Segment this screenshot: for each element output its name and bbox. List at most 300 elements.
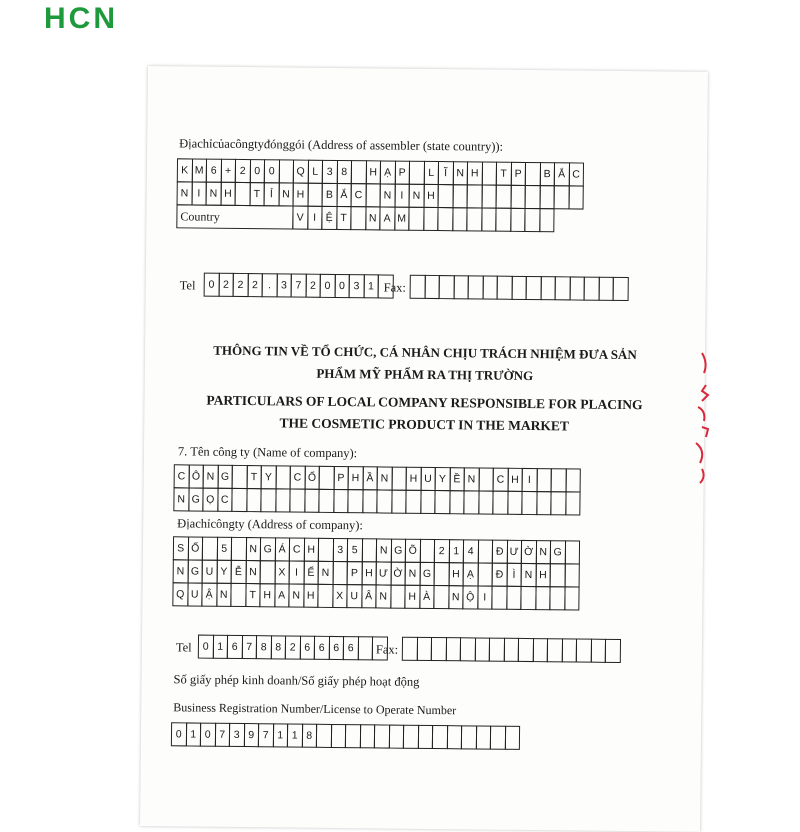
form-char-box: Á [274, 537, 290, 561]
form-char-box: 0 [198, 635, 214, 659]
form-char-box: 0 [200, 723, 216, 747]
form-char-box: 2 [434, 539, 450, 563]
form-char-box [432, 725, 448, 749]
form-char-box: 6 [206, 159, 222, 183]
form-char-box: 3 [322, 160, 338, 184]
form-char-box [350, 206, 366, 230]
assembler-fax-cells [410, 275, 629, 301]
form-char-box: B [539, 162, 555, 186]
country-label: Country [176, 204, 293, 229]
form-char-box [547, 638, 563, 662]
form-char-box [230, 583, 246, 607]
company-address-row-3 [172, 582, 579, 610]
form-char-box [319, 466, 335, 490]
form-char-box [391, 490, 407, 514]
form-char-box: Ư [376, 561, 392, 585]
form-char-box: Ề [449, 467, 465, 491]
form-char-box: H [361, 561, 377, 585]
form-char-box [452, 184, 468, 208]
form-char-box [453, 275, 469, 299]
form-char-box: N [245, 560, 261, 584]
form-char-box: 6 [314, 636, 330, 660]
form-char-box [518, 638, 534, 662]
form-char-box [419, 539, 435, 563]
form-char-box: 5 [216, 537, 232, 561]
form-char-box: I [289, 561, 305, 585]
form-char-box: 1 [212, 635, 228, 659]
assembler-tel-label: Tel [179, 278, 196, 293]
form-char-box: Õ [405, 539, 421, 563]
form-char-box [565, 491, 581, 515]
form-char-box [540, 276, 556, 300]
form-char-box [590, 639, 606, 663]
form-char-box: Ô [188, 464, 204, 488]
form-char-box: A [274, 583, 290, 607]
form-char-box [433, 585, 449, 609]
form-char-box [605, 639, 621, 663]
form-char-box [492, 491, 508, 515]
form-char-box: C [493, 468, 509, 492]
form-char-box: . [262, 273, 278, 297]
company-tel-cells [198, 635, 388, 661]
form-char-box: Ể [303, 561, 319, 585]
form-char-box: Ệ [321, 206, 337, 230]
form-char-box [304, 489, 320, 513]
license-label-en: Business Registration Number/License to Operate Number [173, 700, 457, 718]
form-char-box [333, 489, 349, 513]
form-char-box: T [245, 583, 261, 607]
form-char-box: M [191, 158, 207, 182]
form-char-box [506, 586, 522, 610]
form-char-box [535, 586, 551, 610]
form-char-box: P [510, 162, 526, 186]
form-char-box [317, 584, 333, 608]
red-stamp-mark [672, 345, 712, 495]
form-char-box [564, 586, 580, 610]
form-char-box: Ậ [201, 583, 217, 607]
form-char-box: C [289, 538, 305, 562]
form-char-box [550, 563, 566, 587]
form-char-box: G [260, 537, 276, 561]
form-char-box: N [521, 563, 537, 587]
form-char-box: C [568, 162, 584, 186]
form-char-box [491, 586, 507, 610]
form-char-box: P [347, 561, 363, 585]
form-char-box [524, 208, 540, 232]
form-char-box [475, 725, 491, 749]
form-char-box [359, 724, 375, 748]
form-char-box: Ắ [336, 183, 352, 207]
form-char-box: 0 [334, 274, 350, 298]
form-char-box [477, 562, 493, 586]
form-char-box: 0 [204, 273, 220, 297]
license-label-vi: Số giấy phép kinh doanh/Số giấy phép hoạt động [173, 672, 420, 689]
form-char-box [495, 208, 511, 232]
section-title-vi-2: PHẨM MỸ PHẨM RA THỊ TRƯỜNG [316, 365, 534, 384]
form-char-box [569, 276, 585, 300]
form-char-box [347, 489, 363, 513]
form-char-box [468, 275, 484, 299]
form-char-box [376, 489, 392, 513]
company-tel-label: Tel [175, 640, 192, 655]
form-char-box: N [535, 540, 551, 564]
form-char-box: N [206, 182, 222, 206]
form-char-box: 1 [287, 723, 303, 747]
form-char-box [202, 537, 218, 561]
form-char-box [390, 585, 406, 609]
form-char-box: P [333, 466, 349, 490]
form-char-box: N [375, 584, 391, 608]
form-char-box: N [464, 467, 480, 491]
form-char-box [235, 182, 251, 206]
form-char-box: I [522, 468, 538, 492]
form-char-box [521, 491, 537, 515]
form-char-box: Ổ [304, 466, 320, 490]
form-char-box: 4 [463, 539, 479, 563]
form-char-box: 2 [247, 273, 263, 297]
form-char-box: A [379, 206, 395, 230]
form-char-box: 7 [241, 635, 257, 659]
form-char-box: Q [293, 160, 309, 184]
form-char-box: Ạ [463, 562, 479, 586]
form-char-box [551, 468, 567, 492]
form-char-box: N [173, 559, 189, 583]
form-char-box [526, 276, 542, 300]
form-char-box: Ầ [362, 466, 378, 490]
form-char-box [449, 490, 465, 514]
form-char-box [554, 185, 570, 209]
form-char-box [510, 208, 526, 232]
form-char-box: N [177, 181, 193, 205]
form-char-box: V [292, 206, 308, 230]
form-char-box [409, 161, 425, 185]
form-char-box: Ờ [521, 540, 537, 564]
form-char-box: H [259, 583, 275, 607]
form-char-box: N [203, 465, 219, 489]
form-char-box [539, 208, 555, 232]
form-char-box: C [174, 464, 190, 488]
form-char-box: Ễ [231, 560, 247, 584]
form-char-box [307, 183, 323, 207]
form-char-box [423, 207, 439, 231]
form-char-box [504, 726, 520, 750]
form-char-box: 8 [301, 724, 317, 748]
form-char-box: 2 [233, 273, 249, 297]
form-char-box [318, 538, 334, 562]
form-char-box: H [293, 183, 309, 207]
form-char-box: Ọ [202, 488, 218, 512]
form-char-box [536, 491, 552, 515]
form-char-box: 5 [347, 538, 363, 562]
company-name-row-2 [173, 487, 580, 515]
form-char-box: X [332, 584, 348, 608]
company-address-label: Địachỉcôngty (Address of company): [177, 516, 363, 533]
form-char-box: 9 [243, 723, 259, 747]
form-char-box [410, 275, 426, 299]
form-char-box: 2 [305, 274, 321, 298]
form-char-box: U [202, 560, 218, 584]
form-char-box: 3 [276, 273, 292, 297]
form-char-box: N [365, 206, 381, 230]
form-char-box [490, 726, 506, 750]
form-char-box: N [318, 561, 334, 585]
form-char-box [351, 160, 367, 184]
form-char-box: Ộ [462, 585, 478, 609]
form-char-box: H [467, 161, 483, 185]
form-char-box [525, 162, 541, 186]
form-char-box: 8 [270, 635, 286, 659]
form-char-box: H [303, 584, 319, 608]
form-char-box [434, 562, 450, 586]
form-char-box: H [404, 585, 420, 609]
section-title-vi-1: THÔNG TIN VỀ TỔ CHỨC, CÁ NHÂN CHỊU TRÁCH NHIỆM ĐƯA SẢN [213, 342, 637, 363]
form-char-box: Đ [492, 563, 508, 587]
form-char-box [478, 467, 494, 491]
form-char-box [431, 637, 447, 661]
form-char-box: L [307, 160, 323, 184]
form-char-box: I [394, 184, 410, 208]
form-char-box: G [217, 465, 233, 489]
form-char-box: G [188, 487, 204, 511]
form-char-box: 6 [343, 636, 359, 660]
form-char-box: G [187, 559, 203, 583]
form-char-box: 8 [256, 635, 272, 659]
form-char-box [467, 184, 483, 208]
form-char-box: Y [435, 467, 451, 491]
form-char-box: Â [361, 584, 377, 608]
form-char-box [231, 488, 247, 512]
form-char-box [388, 725, 404, 749]
form-char-box [361, 538, 377, 562]
form-char-box [525, 185, 541, 209]
form-char-box [403, 725, 419, 749]
form-char-box: 6 [299, 636, 315, 660]
form-char-box [539, 185, 555, 209]
form-char-box: N [376, 538, 392, 562]
form-char-box: Ì [506, 563, 522, 587]
form-char-box [260, 488, 276, 512]
form-char-box [318, 489, 334, 513]
form-char-box: C [217, 488, 233, 512]
form-char-box: Y [261, 465, 277, 489]
form-char-box: T [249, 182, 265, 206]
form-char-box [402, 637, 418, 661]
form-char-box: H [406, 467, 422, 491]
form-char-box: Ắ [554, 162, 570, 186]
form-char-box [231, 537, 247, 561]
form-char-box [275, 488, 291, 512]
form-char-box [445, 637, 461, 661]
form-char-box: I [307, 206, 323, 230]
form-char-box: N [245, 537, 261, 561]
form-char-box [520, 586, 536, 610]
form-char-box [536, 468, 552, 492]
form-char-box: Q [172, 582, 188, 606]
form-char-box [345, 724, 361, 748]
form-char-box [434, 490, 450, 514]
form-char-box [598, 277, 614, 301]
form-char-box [391, 467, 407, 491]
form-char-box: N [278, 182, 294, 206]
form-char-box [438, 184, 454, 208]
form-char-box: Đ [492, 540, 508, 564]
form-char-box: L [423, 161, 439, 185]
form-char-box: H [303, 538, 319, 562]
form-char-box: 7 [291, 274, 307, 298]
form-char-box: N [377, 466, 393, 490]
form-char-box [550, 491, 566, 515]
form-char-box [511, 276, 527, 300]
company-fax-label: Fax: [375, 642, 399, 657]
form-char-box: N [409, 184, 425, 208]
form-char-box: + [220, 159, 236, 183]
form-char-box [532, 638, 548, 662]
form-char-box [416, 637, 432, 661]
assembler-fax-label: Fax: [383, 280, 407, 295]
form-char-box: 0 [249, 159, 265, 183]
form-char-box [613, 277, 629, 301]
form-char-box: Ố [187, 536, 203, 560]
form-char-box: T [336, 206, 352, 230]
form-char-box: H [423, 184, 439, 208]
form-char-box [503, 638, 519, 662]
form-char-box [362, 489, 378, 513]
form-char-box [460, 637, 476, 661]
form-char-box: H [448, 562, 464, 586]
form-char-box: 1 [272, 723, 288, 747]
form-char-box [357, 636, 373, 660]
form-char-box [481, 184, 497, 208]
form-char-box: G [390, 539, 406, 563]
form-char-box: N [173, 487, 189, 511]
form-char-box: 2 [218, 273, 234, 297]
form-char-box: 3 [229, 723, 245, 747]
form-char-box [564, 563, 580, 587]
form-char-box [439, 275, 455, 299]
form-char-box: B [322, 183, 338, 207]
form-char-box [568, 185, 584, 209]
form-char-box [420, 490, 436, 514]
hcn-logo: HCN [44, 2, 118, 35]
form-char-box [316, 724, 332, 748]
form-char-box: C [290, 466, 306, 490]
form-char-box [424, 275, 440, 299]
form-char-box [463, 490, 479, 514]
form-char-box [260, 560, 276, 584]
form-char-box [437, 207, 453, 231]
license-number-cells [171, 722, 520, 750]
form-char-box: H [348, 466, 364, 490]
form-char-box: 7 [258, 723, 274, 747]
form-char-box: Ĩ [438, 161, 454, 185]
form-char-box [496, 185, 512, 209]
form-char-box [507, 491, 523, 515]
form-char-box: Ỉ [264, 182, 280, 206]
form-char-box: Y [216, 560, 232, 584]
form-char-box [246, 488, 262, 512]
form-char-box [275, 465, 291, 489]
form-char-box [564, 540, 580, 564]
form-char-box: 0 [171, 722, 187, 746]
form-char-box: 1 [448, 539, 464, 563]
form-char-box [232, 465, 248, 489]
form-char-box: 8 [336, 160, 352, 184]
company-name-label: 7. Tên công ty (Name of company): [177, 444, 358, 461]
form-char-box [561, 638, 577, 662]
form-char-box [481, 207, 497, 231]
form-char-box: 3 [349, 274, 365, 298]
form-page [140, 66, 708, 832]
form-char-box: 6 [328, 636, 344, 660]
assembler-tel-cells [204, 273, 394, 299]
form-char-box: M [394, 207, 410, 231]
form-char-box: G [550, 540, 566, 564]
form-char-box: 1 [363, 274, 379, 298]
form-char-box: N [452, 161, 468, 185]
form-char-box: G [419, 562, 435, 586]
form-char-box [489, 638, 505, 662]
form-char-box [478, 490, 494, 514]
form-char-box: N [288, 584, 304, 608]
form-char-box: 2 [285, 635, 301, 659]
form-char-box: H [535, 563, 551, 587]
form-char-box: T [246, 465, 262, 489]
form-char-box [576, 639, 592, 663]
form-char-box [474, 637, 490, 661]
form-char-box: U [187, 582, 203, 606]
form-char-box: 6 [227, 635, 243, 659]
form-char-box: U [420, 467, 436, 491]
form-char-box [278, 159, 294, 183]
form-char-box: N [216, 583, 232, 607]
form-char-box: H [507, 468, 523, 492]
form-char-box: T [496, 162, 512, 186]
form-char-box: Ờ [390, 562, 406, 586]
form-char-box: À [419, 585, 435, 609]
assembler-address-label: Địachỉcủacôngtyđónggói (Address of assembler (state country)): [179, 136, 504, 154]
form-char-box: U [346, 584, 362, 608]
form-char-box [365, 183, 381, 207]
form-char-box: N [405, 562, 421, 586]
form-char-box [482, 276, 498, 300]
form-char-box [565, 468, 581, 492]
form-char-box: 3 [332, 538, 348, 562]
form-char-box: H [365, 160, 381, 184]
form-char-box [481, 161, 497, 185]
section-title-en-2: THE COSMETIC PRODUCT IN THE MARKET [279, 415, 570, 434]
form-char-box: P [394, 161, 410, 185]
form-char-box: N [448, 585, 464, 609]
form-char-box: K [177, 158, 193, 182]
form-char-box [466, 207, 482, 231]
form-char-box [461, 725, 477, 749]
company-fax-cells [402, 637, 621, 663]
form-char-box: C [351, 183, 367, 207]
form-char-box: N [380, 183, 396, 207]
form-char-box: 1 [185, 722, 201, 746]
form-char-box [332, 561, 348, 585]
section-title-en-1: PARTICULARS OF LOCAL COMPANY RESPONSIBLE FOR PLACING [206, 392, 643, 413]
form-char-box: H [220, 182, 236, 206]
form-char-box [446, 725, 462, 749]
form-char-box [408, 207, 424, 231]
form-char-box [549, 586, 565, 610]
form-char-box: 2 [235, 159, 251, 183]
form-char-box: 0 [264, 159, 280, 183]
form-char-box: S [173, 536, 189, 560]
form-char-box: I [477, 585, 493, 609]
form-char-box: I [191, 181, 207, 205]
